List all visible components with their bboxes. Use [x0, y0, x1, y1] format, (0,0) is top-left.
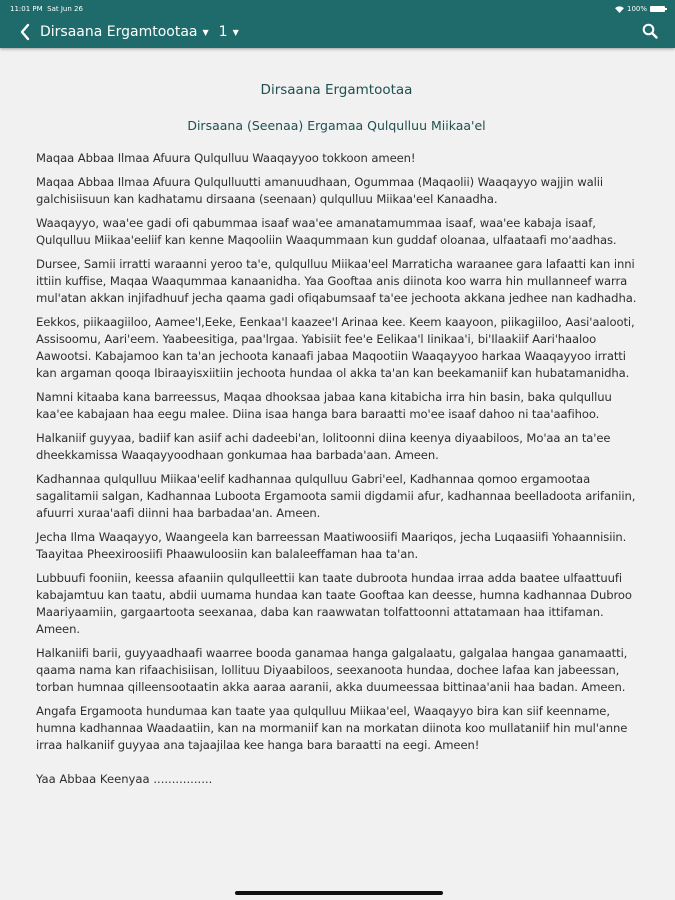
status-date: Sat Jun 26: [47, 5, 83, 13]
paragraph: Angafa Ergamoota hundumaa kan taate yaa qulqulluu Miikaa'eel, Waaqayyo bira kan siif keenname, humna kadhannaa Waadaatiin, kan na mormaniif kan na morkatan diinota koo mullataniif hin mul'anne irraa halkaniif guyyaa ana tajaajilaa kee hanga bara baraatti na eegi. Ameen!: [36, 704, 628, 752]
app-header: [0, 0, 675, 48]
paragraph: Halkaniif guyyaa, badiif kan asiif achi dadeebi'an, lolitoonni diina keenya diyaabiloos, Mo'aa an ta'ee dheekkamissa Waaqayyoodhaan gonkumaa haa barbada'aan. Ameen.: [36, 431, 611, 462]
paragraph: Jecha Ilma Waaqayyo, Waangeela kan barreessan Maatiwoosiifi Maariqos, jecha Luqaasiifi Yohaannisiin. Taayitaa Pheexiroosiifi Phaawuloosiin kan balaleeffaman haa ta'an.: [36, 530, 627, 561]
caret-down-icon: ▼: [202, 27, 209, 37]
paragraph: Namni kitaaba kana barreessus, Maqaa dhooksaa jabaa kana kitabicha irra hin basin, baka qulqulluu kaa'ee kabajaan haa eegu malee. Diina isaa hanga bara baraatti mo'ee isaaf dahoo ni taa'aafihoo.: [36, 390, 612, 421]
book-title: Dirsaana Ergamtootaa: [40, 24, 198, 40]
paragraph: Waaqayyo, waa'ee gadi ofi qabummaa isaaf waa'ee amanatamummaa isaaf, waa'ee kabaja isaaf, Qulqulluu Miikaa'eeliif kan kenne Maqooliin Waaqummaan kun guddaf oloanaa, ulfaataafi mo'aadhas.: [36, 216, 617, 247]
home-indicator[interactable]: [235, 891, 443, 895]
closing-line: Yaa Abbaa Keenyaa ................: [36, 772, 213, 786]
paragraph: Maqaa Abbaa Ilmaa Afuura Qulqulluu Waaqayyoo tokkoon ameen!: [36, 151, 416, 165]
paragraph: Eekkos, piikaagiiloo, Aamee'l,Eeke, Eenkaa'l kaazee'l Arinaa kee. Keem kaayoon, piikagiiloo, Aasi'aalooti, Assisoomu, Aari'eem. Yaabeesitiga, paa'lrgaa. Yabisiit fee'e Eelikaa'l Iinikaa'i, bi'Ilaakiif Aari'haaloo Aawootsi. Kabajamoo kan ta'an jechoota kanaafi jabaa Maqootiin Waaqayyoo harkaa Waaqayyoo irratti kan argaman qooqa Ibiraayisxiitiin jechoota hundaa ol akka ta'an kan beekamaniif kan hubatamanidha.: [36, 315, 635, 380]
battery-icon: [650, 6, 665, 12]
search-icon: [642, 23, 658, 39]
document-content: [36, 48, 637, 788]
chapter-number: 1: [218, 24, 228, 40]
chevron-left-icon: [19, 23, 31, 41]
paragraph: Dursee, Samii irratti waraanni yeroo ta'e, qulqulluu Miikaa'eel Marraticha waraanee gara lafaatti kan inni ittiin kuffise, Maqaa Waaqummaa kanaanidha. Yaa Gooftaa anis diinota koo warra hin mullanneef warra mul'atan akkan injifadhuuf jecha qaama gadi ofiqabumsaaf ta'ee jechoota akkana jedhee nan kadhadha.: [36, 257, 637, 305]
paragraph: Maqaa Abbaa Ilmaa Afuura Qulqulluutti amanuudhaan, Ogummaa (Maqaolii) Waaqayyo wajjin walii galchisiisuun kan kadhatamu dirsaana (seenaan) qulqulluu Miikaa'eel Kanaadha.: [36, 175, 604, 206]
search-button[interactable]: [639, 20, 661, 42]
wifi-icon: [615, 6, 624, 13]
status-left: [10, 5, 83, 13]
status-bar: [10, 3, 665, 15]
book-selector-dropdown[interactable]: [40, 24, 209, 40]
paragraph: Kadhannaa qulqulluu Miikaa'eelif kadhannaa qulqulluu Gabri'eel, Kadhannaa qomoo ergamootaa sagalitamii salgan, Kadhannaa Luboota Ergamoota samii digdamii afur, kadhannaa beelladoota arifaniin, afuurri xuraa'aafi diinni haa barbadaa'an. Ameen.: [36, 472, 636, 520]
chapter-selector-dropdown[interactable]: [219, 24, 239, 40]
status-time: 11:01 PM: [10, 5, 43, 13]
back-button[interactable]: [14, 20, 36, 44]
toolbar: [0, 18, 675, 46]
paragraph: Halkaniifi barii, guyyaadhaafi waarree booda ganamaa hanga galgalaatu, galgalaa hangaa ganamaatti, qaama nama kan rifaachisiisan, lollituu Diyaabiloos, seexanoota hundaa, dochee lafaa kan jabeessan, torban humnaa qilleensootaatin akka aaraa aaranii, akka duumeessaa bittinaa'anii haa badan. Ameen.: [36, 646, 628, 694]
paragraph: Lubbuufi fooniin, keessa afaaniin qulqulleettii kan taate dubroota hundaa irraa adda baatee ulfaattuufi kabajamtuu kan taatu, abdii uumama hundaa kan taate Gooftaa kan deesse, humna kadhannaa Dubroo Maariyaamiin, gargaartoota seexanaa, daba kan raawwatan tolfattoonni attatamaan haa ittifaman. Ameen.: [36, 571, 632, 636]
document-title: Dirsaana Ergamtootaa: [260, 82, 413, 98]
battery-percent: 100%: [626, 5, 647, 13]
status-right: [615, 5, 665, 13]
document-subtitle: Dirsaana (Seenaa) Ergamaa Qulqulluu Miikaa'el: [187, 118, 486, 133]
caret-down-icon: ▼: [232, 27, 239, 37]
